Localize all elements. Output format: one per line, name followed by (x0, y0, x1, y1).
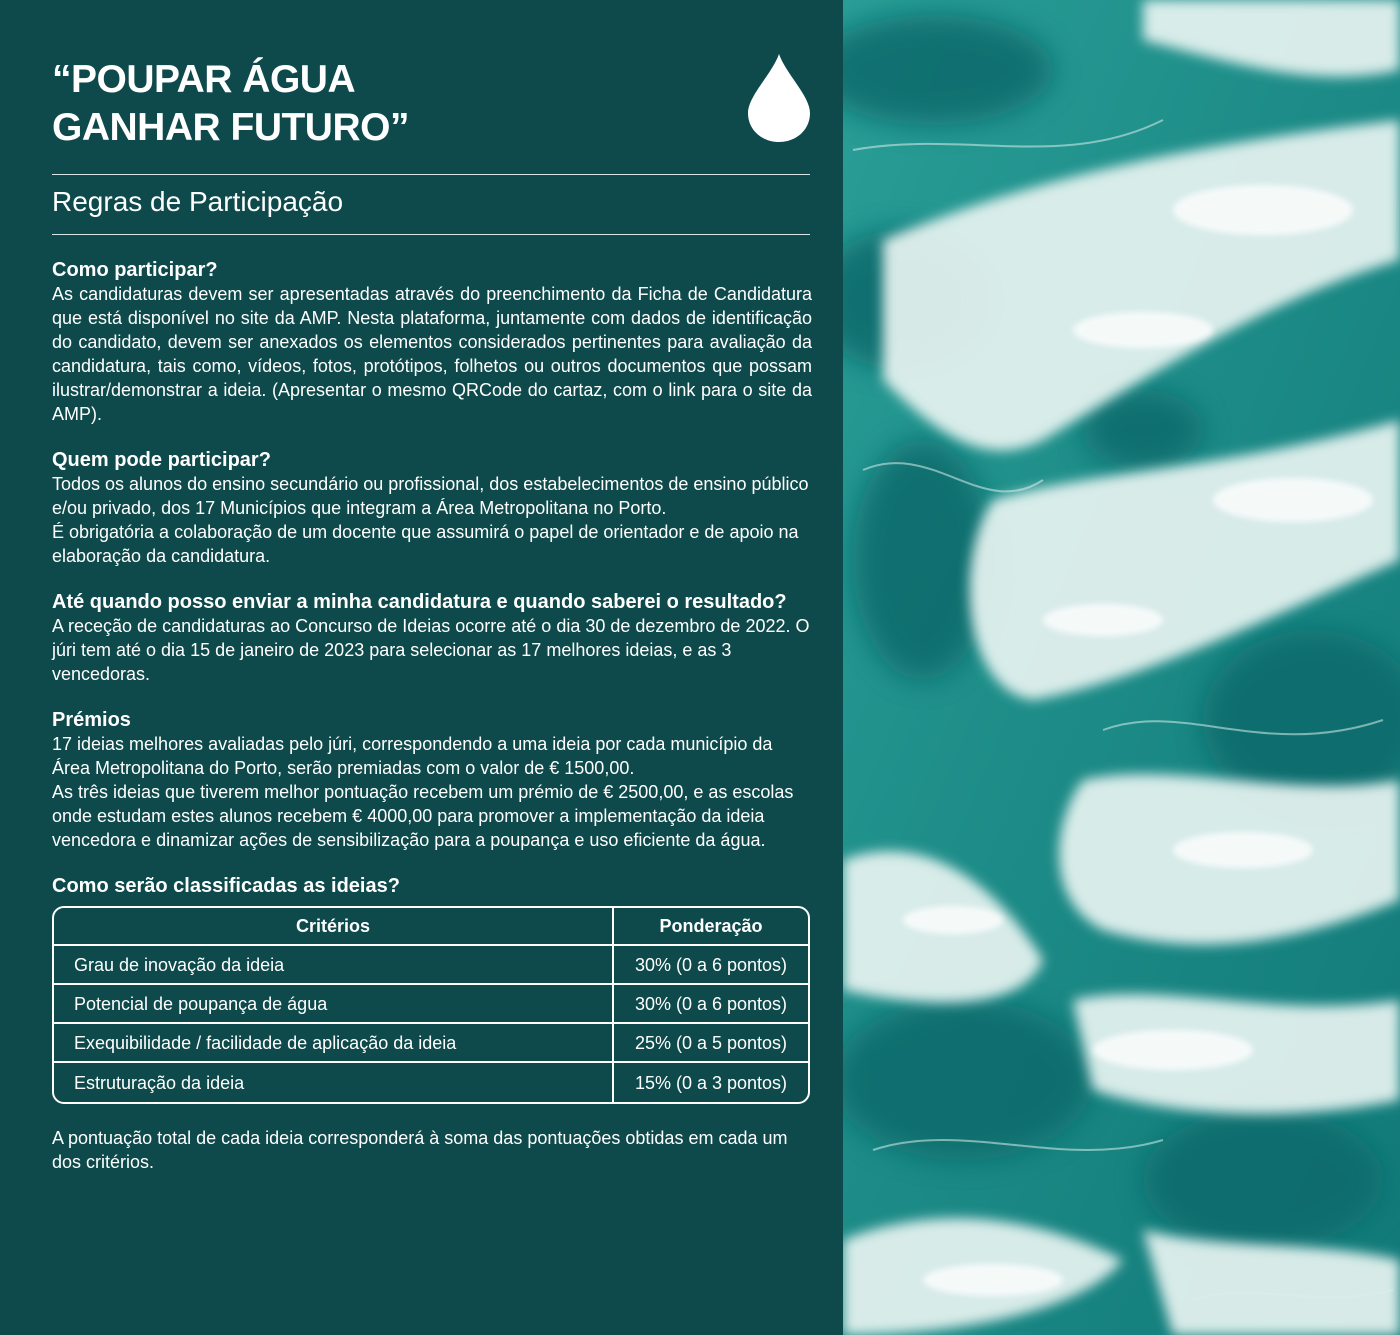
title-line-2: GANHAR FUTURO” (52, 106, 409, 149)
criterion-cell: Grau de inovação da ideia (54, 946, 612, 985)
section-prizes (52, 708, 812, 852)
weight-cell: 25% (0 a 5 pontos) (612, 1024, 808, 1063)
section-body: As candidaturas devem ser apresentadas através do preenchimento da Ficha de Candidatura que está disponível no site da AMP. Nesta plataforma, juntamente com dados de identificação do candidato, devem ser anexados os elementos considerados pertinentes para avaliação da candidatura, tais como, vídeos, fotos, protótipos, folhetos ou outros documentos que possam ilustrar/demonstrar a ideia. (Apresentar o mesmo QRCode do cartaz, com o link para o site da AMP). (52, 284, 812, 424)
section-subtitle: Regras de Participação (52, 186, 344, 217)
criterion-cell: Estruturação da ideia (74, 1072, 245, 1093)
water-drop-icon (746, 52, 812, 144)
water-photo (843, 0, 1400, 1335)
section-body: É obrigatória a colaboração de um docente que assumirá o papel de orientador e de apoio na elaboração da candidatura. (52, 522, 799, 566)
section-heading: Quem pode participar? (52, 449, 271, 471)
section-heading: Até quando posso enviar a minha candidatura e quando saberei o resultado? (52, 591, 787, 613)
table-row (54, 1063, 808, 1102)
table-header-row (54, 908, 808, 946)
column-header-criteria: Critérios (54, 908, 612, 946)
criterion-cell: Potencial de poupança de água (54, 985, 612, 1024)
section-heading: Como serão classificadas as ideias? (52, 875, 400, 897)
section-criteria (52, 874, 812, 1174)
weight-cell: 15% (0 a 3 pontos) (612, 1063, 808, 1102)
criteria-footnote: A pontuação total de cada ideia corresponderá à soma das pontuações obtidas em cada um dos critérios. (52, 1128, 788, 1172)
title-line-1: “POUPAR ÁGUA (52, 58, 356, 101)
section-deadlines (52, 590, 812, 686)
table-row (54, 1024, 808, 1063)
criteria-table (52, 906, 810, 1104)
section-heading: Prémios (52, 709, 131, 731)
table-row (54, 946, 808, 985)
section-heading: Como participar? (52, 259, 218, 281)
criterion-cell: Exequibilidade / facilidade de aplicação da ideia (54, 1024, 612, 1063)
section-body: A receção de candidaturas ao Concurso de Ideias ocorre até o dia 30 de dezembro de 2022. O júri tem até o dia 15 de janeiro de 2023 para selecionar as 17 melhores ideias, e as 3 vencedoras. (52, 616, 810, 684)
column-header-weight: Ponderação (612, 908, 808, 946)
section-body: Todos os alunos do ensino secundário ou profissional, dos estabelecimentos de ensino público e/ou privado, dos 17 Municípios que integram a Área Metropolitana no Porto. (52, 474, 809, 518)
section-body: As três ideias que tiverem melhor pontuação recebem um prémio de € 2500,00, e as escolas onde estudam estes alunos recebem € 4000,00 para promover a implementação da ideia vencedora e dinamizar ações de sensibilização para a poupança e uso eficiente da água. (52, 782, 794, 850)
section-who-can-participate (52, 448, 812, 568)
divider-bottom (52, 234, 810, 235)
section-how-to-participate (52, 258, 812, 426)
table-row (54, 985, 808, 1024)
weight-cell: 30% (0 a 6 pontos) (612, 985, 808, 1024)
water-image (843, 0, 1400, 1335)
rules-content (52, 258, 812, 1174)
section-body: 17 ideias melhores avaliadas pelo júri, correspondendo a uma ideia por cada município da Área Metropolitana do Porto, serão premiadas com o valor de € 1500,00. (52, 734, 773, 778)
page-title (52, 56, 409, 152)
weight-cell: 30% (0 a 6 pontos) (612, 946, 808, 985)
divider-top (52, 174, 810, 175)
